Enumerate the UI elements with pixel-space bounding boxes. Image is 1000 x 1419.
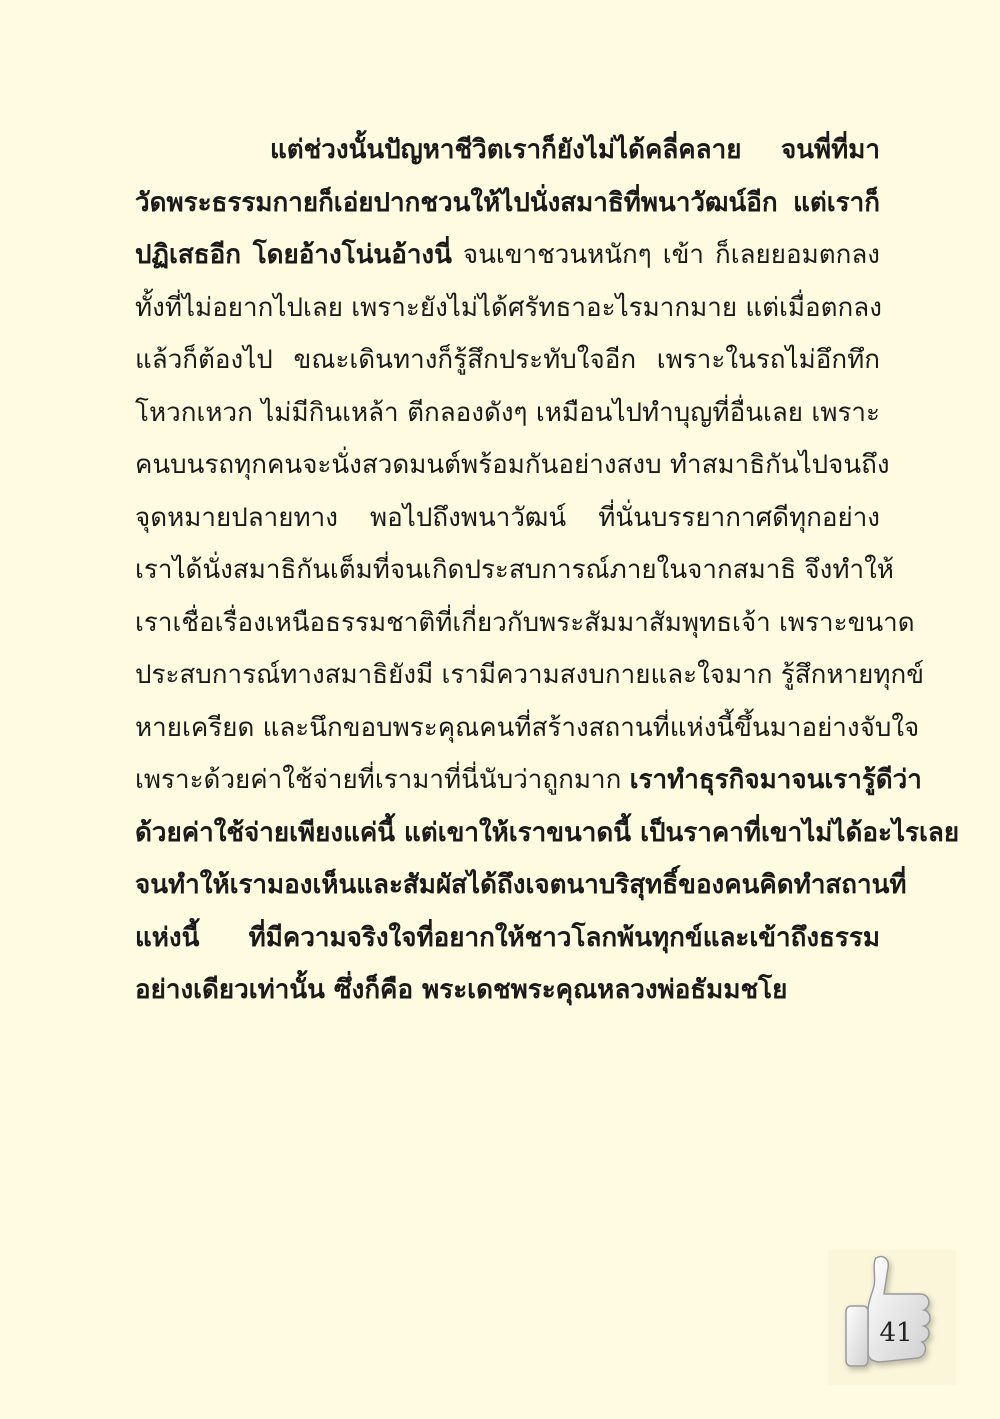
line-text: จุดหมายปลายทาง พอไปถึงพนาวัฒน์ ที่นั่นบรรยากาศดีทุกอย่าง	[135, 502, 880, 533]
line-text-bold: เราทำธุรกิจมาจนเรารู้ดีว่า	[629, 765, 922, 795]
line-text-bold: ปฏิเสธอีก โดยอ้างโน่นอ้างนี่	[135, 240, 452, 270]
line-text: วัดพระธรรมกายก็เอ่ยปากชวนให้ไปนั่งสมาธิที่พนาวัฒน์อีก แต่เราก็	[135, 187, 880, 218]
paragraph-line	[135, 702, 920, 755]
line-text: หายเครียด และนึกขอบพระคุณคนที่สร้างสถานที่แห่งนี้ขึ้นมาอย่างจับใจ	[135, 712, 920, 743]
paragraph-line	[135, 492, 880, 545]
paragraph-line	[135, 544, 894, 597]
line-text: ทั้งที่ไม่อยากไปเลย เพราะยังไม่ได้ศรัทธาอะไรมากมาย แต่เมื่อตกลง	[135, 292, 882, 323]
line-text: อย่างเดียวเท่านั้น ซึ่งก็คือ พระเดชพระคุณหลวงพ่อธัมมชโย	[135, 975, 788, 1005]
line-text: เพราะด้วยค่าใช้จ่ายที่เรามาที่นี่นับว่าถูกมาก	[135, 765, 630, 795]
line-text: เราได้นั่งสมาธิกันเต็มที่จนเกิดประสบการณ์ภายในจากสมาธิ จึงทำให้	[135, 555, 894, 585]
paragraph-line	[135, 177, 880, 230]
paragraph-line	[135, 649, 924, 702]
body-paragraph	[135, 124, 960, 1017]
line-text: โหวกเหวก ไม่มีกินเหล้า ตีกลองดังๆ เหมือนไปทำบุญที่อื่นเลย เพราะ	[135, 397, 880, 428]
paragraph-line	[135, 597, 915, 650]
paragraph-line	[135, 124, 880, 177]
line-text: ด้วยค่าใช้จ่ายเพียงแค่นี้ แต่เขาให้เราขนาดนี้ เป็นราคาที่เขาไม่ได้อะไรเลย	[135, 817, 960, 848]
line-text: จนทำให้เรามองเห็นและสัมผัสได้ถึงเจตนาบริสุทธิ์ของคนคิดทำสถานที่	[135, 870, 907, 900]
page-number: 41	[879, 1318, 913, 1348]
paragraph-line	[135, 334, 880, 387]
line-text: ประสบการณ์ทางสมาธิยังมี เรามีความสงบกายและใจมาก รู้สึกหายทุกข์	[135, 660, 924, 690]
paragraph-line	[135, 964, 880, 1017]
line-text: จนเขาชวนหนักๆ เข้า ก็เลยยอมตกลง	[451, 240, 880, 270]
paragraph-line	[135, 807, 960, 860]
paragraph-line	[135, 859, 907, 912]
line-text: แห่งนี้ ที่มีความจริงใจที่อยากให้ชาวโลกพ้นทุกข์และเข้าถึงธรรม	[135, 922, 880, 953]
line-text: เราเชื่อเรื่องเหนือธรรมชาติที่เกี่ยวกับพระสัมมาสัมพุทธเจ้า เพราะขนาด	[135, 607, 915, 638]
line-text: แต่ช่วงนั้นปัญหาชีวิตเราก็ยังไม่ได้คลี่คลาย จนพี่ที่มา	[270, 135, 880, 165]
paragraph-line	[135, 229, 880, 282]
paragraph-line	[135, 912, 880, 965]
paragraph-line	[135, 439, 890, 492]
line-text: แล้วก็ต้องไป ขณะเดินทางก็รู้สึกประทับใจอีก เพราะในรถไม่อึกทึก	[135, 345, 880, 375]
paragraph-line	[135, 754, 922, 807]
paragraph-line	[135, 282, 880, 335]
paragraph-line	[135, 387, 880, 440]
line-text: คนบนรถทุกคนจะนั่งสวดมนต์พร้อมกันอย่างสงบ ทำสมาธิกันไปจนถึง	[135, 450, 890, 480]
